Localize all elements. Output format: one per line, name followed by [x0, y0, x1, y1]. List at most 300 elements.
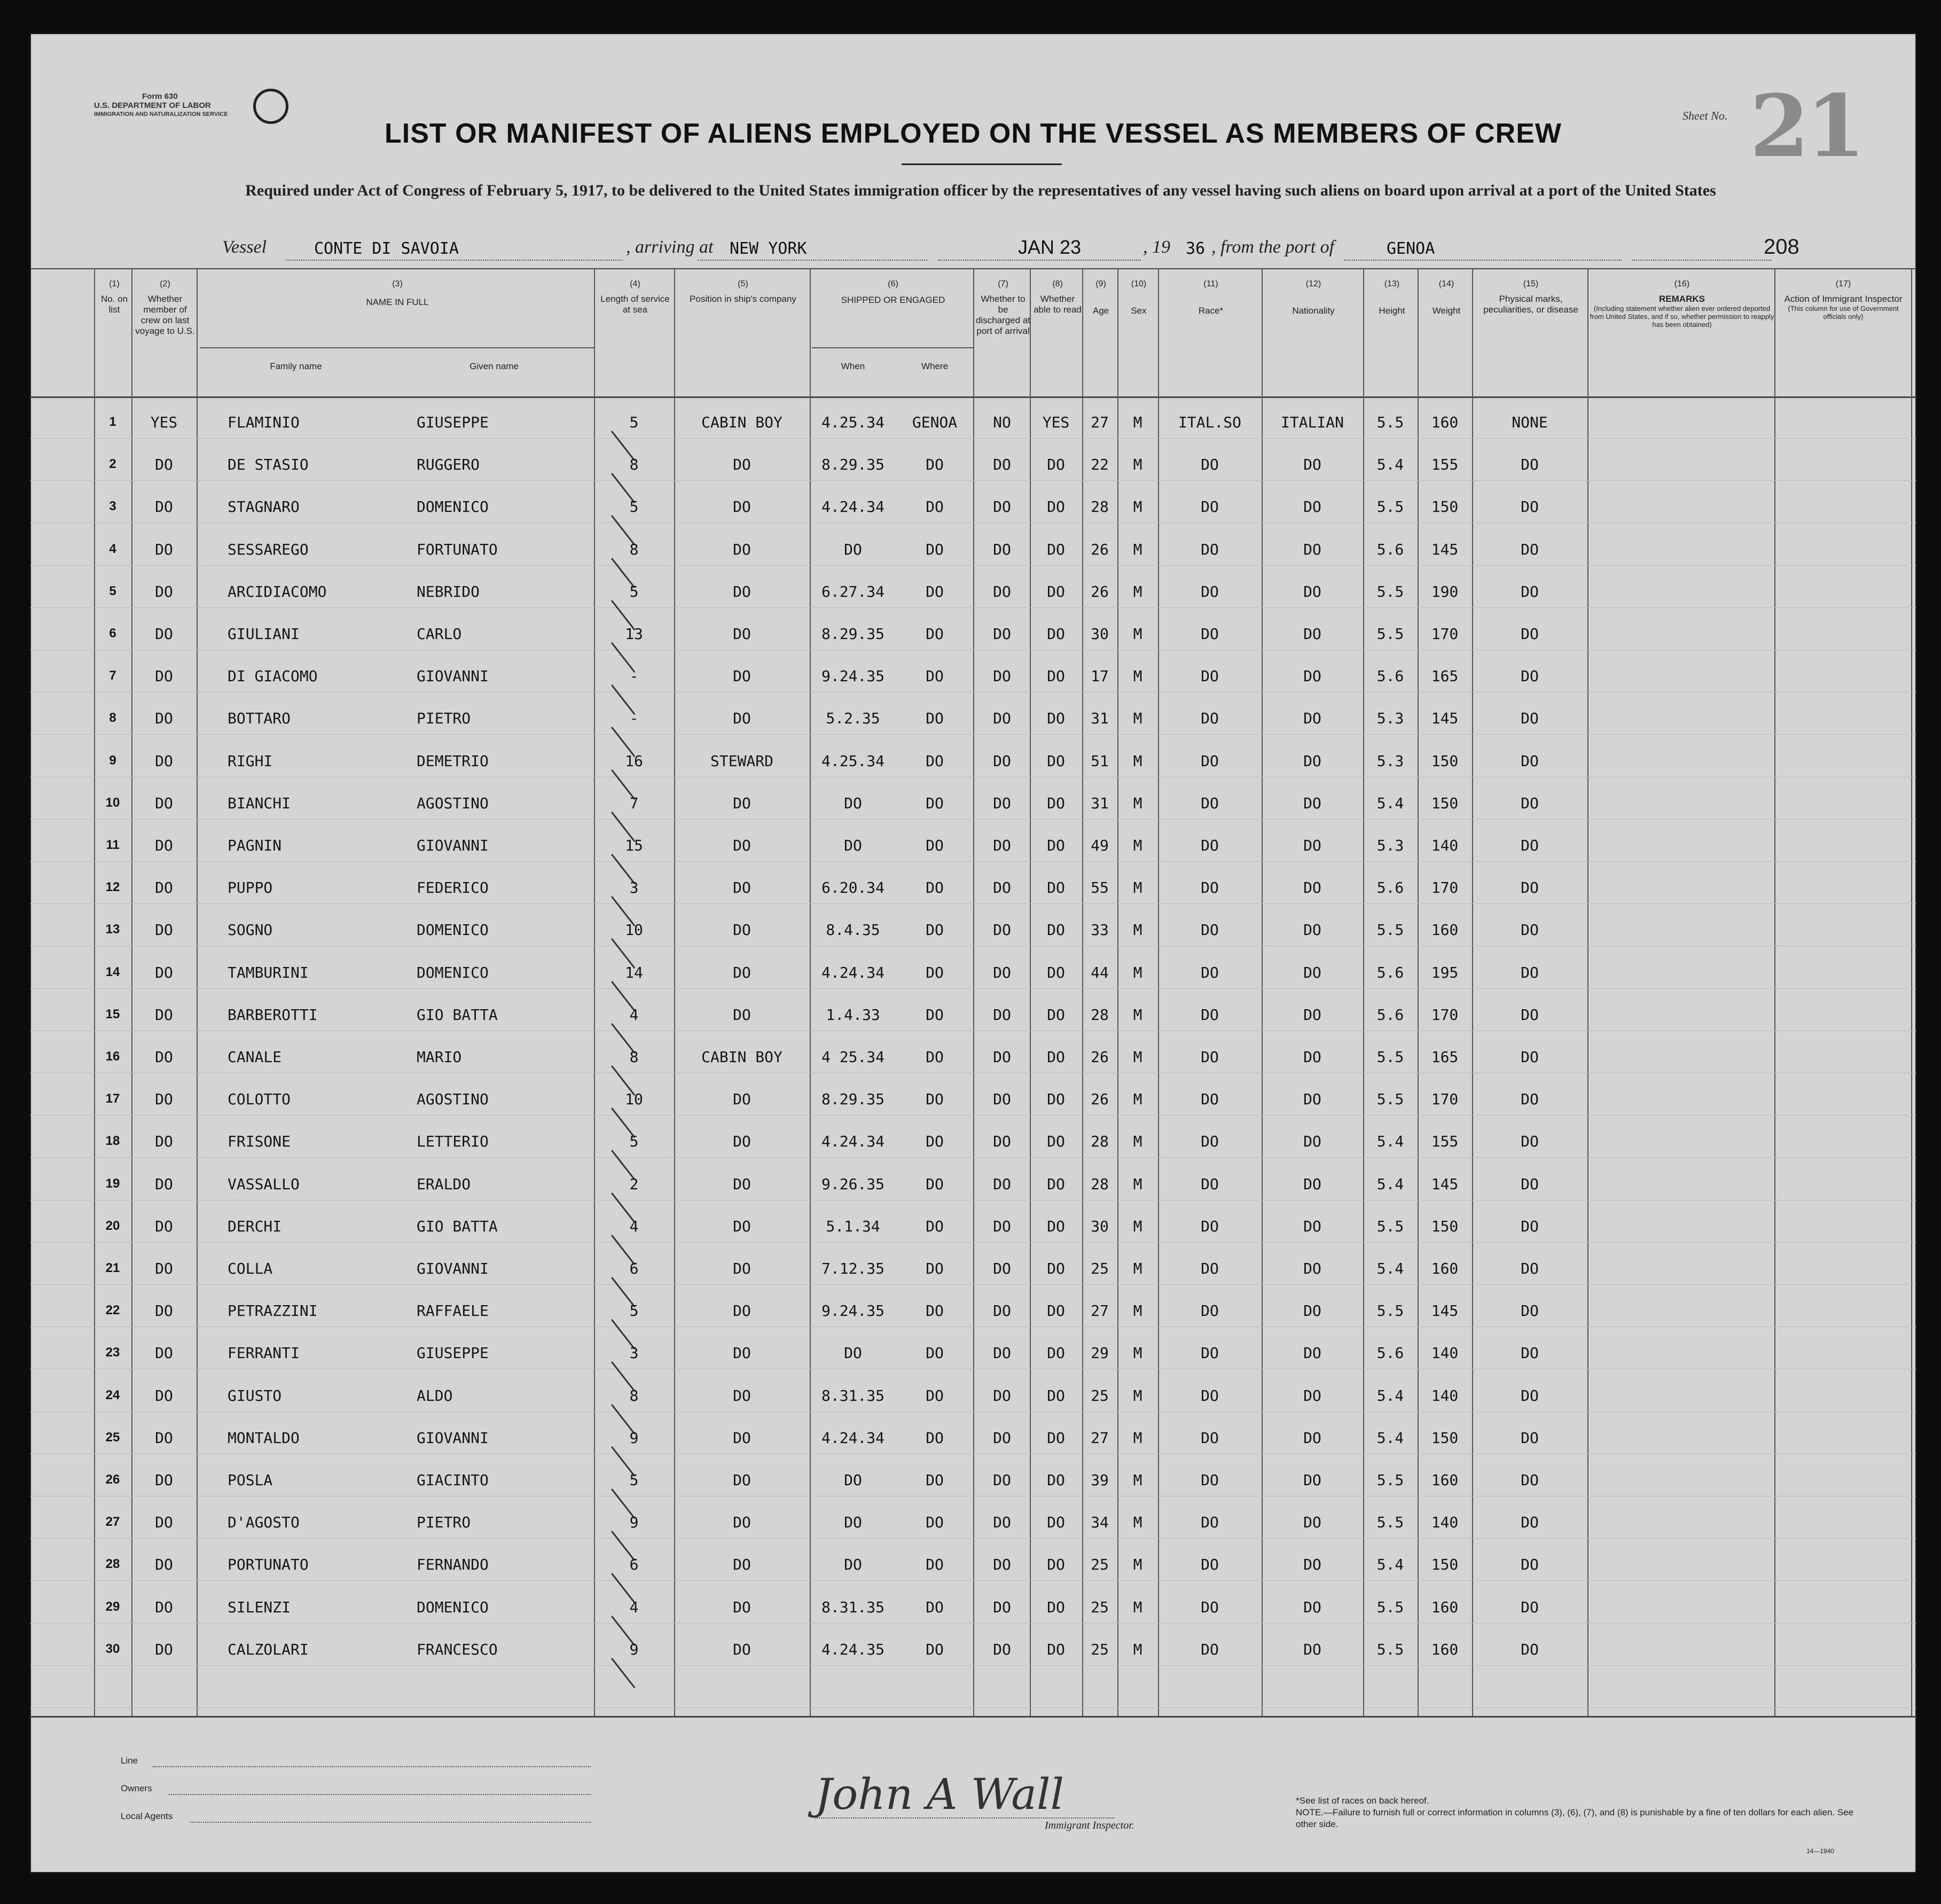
cell-col-3: STAGNARO [228, 498, 300, 516]
cell-col-13: DO [1201, 456, 1219, 473]
cell-col-13: DO [1201, 1556, 1219, 1573]
cell-col-8: DO [926, 794, 944, 812]
cell-col-9: DO [993, 625, 1011, 643]
col-header-weight [1421, 279, 1472, 316]
date-dots [938, 260, 1141, 261]
cell-col-2: DO [155, 1471, 173, 1489]
cell-col-11: 25 [1091, 1556, 1109, 1573]
cell-col-5: 9 [629, 1641, 639, 1658]
cell-col-3: CANALE [228, 1048, 282, 1066]
cell-col-2: DO [155, 583, 173, 600]
cell-col-8: DO [926, 1175, 944, 1193]
cell-col-12: M [1133, 1344, 1142, 1362]
cell-col-13: DO [1201, 964, 1219, 981]
cell-col-13: DO [1201, 837, 1219, 854]
cell-col-6: DO [733, 794, 751, 812]
cell-col-10: YES [1042, 413, 1070, 431]
col-label: Age [1092, 306, 1109, 316]
arrival-port: NEW YORK [730, 239, 807, 258]
cell-col-15: 5.3 [1376, 837, 1404, 854]
cell-col-2: DO [155, 1641, 173, 1658]
cell-col-6: DO [733, 964, 751, 981]
cell-col-2: DO [155, 964, 173, 981]
cell-col-11: 27 [1091, 1302, 1109, 1320]
cell-col-11: 28 [1091, 498, 1109, 516]
cell-col-10: DO [1047, 1048, 1065, 1066]
cell-col-1: 14 [105, 965, 120, 979]
cell-col-16: 150 [1431, 752, 1459, 770]
cell-col-1: 7 [109, 668, 116, 683]
cell-col-7: 8.31.35 [821, 1387, 885, 1404]
cell-col-13: DO [1201, 1641, 1219, 1658]
col-header-given [393, 361, 595, 372]
cell-col-1: 11 [106, 838, 120, 852]
cell-col-16: 170 [1431, 625, 1459, 643]
cell-col-12: M [1133, 1048, 1142, 1066]
cell-col-5: - [629, 709, 639, 727]
cell-col-12: M [1133, 752, 1142, 770]
cell-col-11: 26 [1091, 583, 1109, 600]
cell-col-9: DO [993, 1260, 1011, 1277]
cell-col-17: DO [1521, 1641, 1539, 1658]
cell-col-3: COLLA [228, 1260, 273, 1277]
cell-col-11: 25 [1091, 1387, 1109, 1404]
cell-col-10: DO [1047, 1006, 1065, 1024]
cell-col-12: M [1133, 794, 1142, 812]
column-rule [1472, 268, 1473, 1716]
cell-col-15: 5.5 [1376, 498, 1404, 516]
cell-col-4: GIO BATTA [417, 1218, 498, 1235]
cell-col-14: DO [1303, 1471, 1321, 1489]
cell-col-3: FLAMINIO [228, 413, 300, 431]
col-header-race [1160, 279, 1262, 316]
cell-col-8: DO [926, 1429, 944, 1447]
cell-col-8: DO [926, 1471, 944, 1489]
cell-col-3: PORTUNATO [228, 1556, 309, 1573]
manifest-sheet [30, 33, 1916, 1873]
cell-col-4: DOMENICO [417, 498, 489, 516]
cell-col-6: DO [733, 625, 751, 643]
cell-col-6: DO [733, 498, 751, 516]
cell-col-3: DE STASIO [228, 456, 309, 473]
col-label: Race* [1198, 306, 1224, 316]
cell-col-10: DO [1047, 921, 1065, 939]
cell-col-8: DO [926, 1133, 944, 1150]
cell-col-15: 5.5 [1376, 625, 1404, 643]
cell-col-12: M [1133, 1598, 1142, 1616]
col-number: (12) [1305, 279, 1321, 288]
cell-col-17: DO [1521, 1471, 1539, 1489]
cell-col-5: 4 [629, 1006, 639, 1024]
cell-col-4: FERNANDO [417, 1556, 489, 1573]
cell-col-7: 9.24.35 [821, 1302, 885, 1320]
row-rule [30, 1284, 1916, 1285]
cell-col-10: DO [1047, 625, 1065, 643]
col-label: Whether able to read [1034, 294, 1082, 315]
cell-col-12: M [1133, 541, 1142, 558]
cell-col-2: DO [155, 837, 173, 854]
cell-col-8: DO [926, 1048, 944, 1066]
form-number: Form 630 [142, 92, 178, 101]
cell-col-13: DO [1201, 498, 1219, 516]
cell-col-14: DO [1303, 1218, 1321, 1235]
cell-col-9: DO [993, 1218, 1011, 1235]
table-bottom-rule [30, 1716, 1916, 1718]
cell-col-9: DO [993, 921, 1011, 939]
cell-col-17: DO [1521, 794, 1539, 812]
cell-col-1: 30 [105, 1642, 120, 1656]
cell-col-1: 24 [105, 1388, 120, 1402]
cell-col-9: DO [993, 1048, 1011, 1066]
cell-col-2: DO [155, 1302, 173, 1320]
races-note: *See list of races on back hereof. [1296, 1796, 1429, 1806]
cell-col-2: DO [155, 1218, 173, 1235]
cell-col-7: 9.24.35 [821, 667, 885, 685]
row-rule [30, 861, 1916, 862]
row-rule [30, 1538, 1916, 1539]
cell-col-17: DO [1521, 1556, 1539, 1573]
cell-col-4: PIETRO [417, 709, 471, 727]
cell-col-12: M [1133, 583, 1142, 600]
cell-col-12: M [1133, 1006, 1142, 1024]
cell-col-2: DO [155, 1513, 173, 1531]
cell-col-6: DO [733, 667, 751, 685]
col-label: REMARKS [1659, 294, 1705, 304]
cell-col-13: DO [1201, 1302, 1219, 1320]
cell-col-12: M [1133, 1471, 1142, 1489]
cell-col-13: DO [1201, 1133, 1219, 1150]
service-name: IMMIGRATION AND NATURALIZATION SERVICE [94, 111, 228, 118]
column-rule [1158, 268, 1159, 1716]
cell-col-15: 5.6 [1376, 879, 1404, 896]
cell-col-11: 26 [1091, 1048, 1109, 1066]
column-rule [1082, 268, 1083, 1716]
cell-col-14: DO [1303, 498, 1321, 516]
cell-col-2: DO [155, 1429, 173, 1447]
cell-col-10: DO [1047, 1429, 1065, 1447]
year-prefix: , 19 [1143, 237, 1170, 257]
cell-col-5: 10 [625, 921, 643, 939]
col-number: (5) [738, 279, 748, 288]
cell-col-12: M [1133, 1133, 1142, 1150]
cell-col-4: DOMENICO [417, 964, 489, 981]
col-number: (6) [888, 279, 898, 288]
cell-col-10: DO [1047, 541, 1065, 558]
cell-col-13: DO [1201, 1218, 1219, 1235]
cell-col-6: DO [733, 1260, 751, 1277]
row-rule [30, 1411, 1916, 1412]
cell-col-2: DO [155, 1260, 173, 1277]
column-rule [1262, 268, 1263, 1716]
cell-col-16: 155 [1431, 1133, 1459, 1150]
cell-col-12: M [1133, 1175, 1142, 1193]
col-label: Length of service at sea [600, 294, 670, 315]
col-number: (8) [1052, 279, 1063, 288]
col-label: Position in ship's company [690, 294, 796, 304]
cell-col-14: DO [1303, 667, 1321, 685]
cell-col-17: DO [1521, 1387, 1539, 1404]
cell-col-3: FRISONE [228, 1133, 291, 1150]
col-label: Action of Immigrant Inspector [1784, 294, 1903, 304]
cell-col-17: DO [1521, 1048, 1539, 1066]
col-header-service [596, 279, 674, 315]
cell-col-5: 4 [629, 1598, 639, 1616]
cell-col-6: DO [733, 1387, 751, 1404]
row-rule [30, 1242, 1916, 1243]
cell-col-4: GIO BATTA [417, 1006, 498, 1024]
cell-col-12: M [1133, 709, 1142, 727]
cell-col-17: DO [1521, 541, 1539, 558]
column-rule [973, 268, 974, 1716]
cell-col-9: DO [993, 1471, 1011, 1489]
cell-col-15: 5.5 [1376, 413, 1404, 431]
cell-col-7: 4.24.34 [821, 1429, 885, 1447]
cell-col-9: DO [993, 964, 1011, 981]
column-rule [1117, 268, 1118, 1716]
cell-col-2: DO [155, 1133, 173, 1150]
cell-col-10: DO [1047, 879, 1065, 896]
cell-col-5: 6 [629, 1556, 639, 1573]
cell-col-9: DO [993, 879, 1011, 896]
cell-col-6: DO [733, 837, 751, 854]
cell-col-10: DO [1047, 1471, 1065, 1489]
cell-col-7: 4.25.34 [821, 752, 885, 770]
cell-col-1: 18 [105, 1134, 120, 1148]
cell-col-3: MONTALDO [228, 1429, 300, 1447]
row-rule [30, 1623, 1916, 1624]
cell-col-16: 160 [1431, 1260, 1459, 1277]
cell-col-6: DO [733, 1218, 751, 1235]
cell-col-11: 28 [1091, 1175, 1109, 1193]
document-subtitle: Required under Act of Congress of February 5, 1917, to be delivered to the United States immigration officer by the representatives of any vessel having such aliens on board upon arrival at a port of the United States [245, 182, 1716, 199]
line-dots [153, 1766, 591, 1767]
col-label: NAME IN FULL [366, 297, 429, 307]
cell-col-17: DO [1521, 1598, 1539, 1616]
cell-col-7: 6.20.34 [821, 879, 885, 896]
cell-col-11: 25 [1091, 1260, 1109, 1277]
cell-col-14: DO [1303, 921, 1321, 939]
cell-col-12: M [1133, 1513, 1142, 1531]
cell-col-13: DO [1201, 709, 1219, 727]
cell-col-4: GIOVANNI [417, 1429, 489, 1447]
cell-col-15: 5.4 [1376, 1133, 1404, 1150]
document-title: LIST OR MANIFEST OF ALIENS EMPLOYED ON THE VESSEL AS MEMBERS OF CREW [385, 118, 1562, 149]
cell-col-7: DO [844, 1556, 862, 1573]
cell-col-5: 8 [629, 541, 639, 558]
cell-col-10: DO [1047, 667, 1065, 685]
cell-col-7: 4.24.34 [821, 1133, 885, 1150]
cell-col-12: M [1133, 1302, 1142, 1320]
cell-col-2: DO [155, 709, 173, 727]
cell-col-8: DO [926, 1641, 944, 1658]
col-number: (9) [1095, 279, 1106, 288]
col-label: Whether to be discharged at port of arrival [975, 294, 1031, 336]
cell-col-7: 6.27.34 [821, 583, 885, 600]
cell-col-14: DO [1303, 1302, 1321, 1320]
cell-col-10: DO [1047, 1513, 1065, 1531]
vessel-label: Vessel [222, 237, 267, 257]
cell-col-4: DOMENICO [417, 921, 489, 939]
cell-col-8: GENOA [912, 413, 958, 431]
cell-col-3: POSLA [228, 1471, 273, 1489]
port-label: , from the port of [1211, 237, 1335, 257]
cell-col-6: DO [733, 1175, 751, 1193]
cell-col-2: DO [155, 752, 173, 770]
cell-col-15: 5.5 [1376, 1471, 1404, 1489]
cell-col-4: CARLO [417, 625, 462, 643]
cell-col-10: DO [1047, 837, 1065, 854]
cell-col-10: DO [1047, 1344, 1065, 1362]
cell-col-1: 3 [109, 499, 116, 513]
cell-col-6: DO [733, 1556, 751, 1573]
cell-col-1: 13 [105, 922, 120, 937]
cell-col-16: 145 [1431, 709, 1459, 727]
cell-col-10: DO [1047, 1090, 1065, 1108]
cell-col-9: DO [993, 498, 1011, 516]
cell-col-13: DO [1201, 879, 1219, 896]
cell-col-16: 145 [1431, 1302, 1459, 1320]
inspector-signature: John A Wall [815, 1769, 1065, 1819]
cell-col-10: DO [1047, 498, 1065, 516]
col-label: Physical marks, peculiarities, or disease [1483, 294, 1578, 315]
cell-col-12: M [1133, 498, 1142, 516]
cell-col-7: DO [844, 1471, 862, 1489]
cell-col-13: DO [1201, 1006, 1219, 1024]
cell-col-2: DO [155, 625, 173, 643]
row-rule [30, 1157, 1916, 1158]
cell-col-10: DO [1047, 1556, 1065, 1573]
col-number: (1) [109, 279, 120, 288]
cell-col-11: 33 [1091, 921, 1109, 939]
cell-col-11: 27 [1091, 1429, 1109, 1447]
cell-col-4: DEMETRIO [417, 752, 489, 770]
cell-col-10: DO [1047, 456, 1065, 473]
cell-col-17: DO [1521, 921, 1539, 939]
cell-col-12: M [1133, 456, 1142, 473]
column-rule [1030, 268, 1031, 1716]
cell-col-13: DO [1201, 667, 1219, 685]
cell-col-10: DO [1047, 709, 1065, 727]
cell-col-8: DO [926, 583, 944, 600]
cell-col-8: DO [926, 456, 944, 473]
col-header-nationality [1264, 279, 1363, 316]
cell-col-12: M [1133, 879, 1142, 896]
cell-col-3: BARBEROTTI [228, 1006, 318, 1024]
cell-col-10: DO [1047, 964, 1065, 981]
cell-col-3: PETRAZZINI [228, 1302, 318, 1320]
form-identifier [94, 92, 228, 119]
cell-col-7: 4.24.34 [821, 964, 885, 981]
cell-col-14: DO [1303, 1090, 1321, 1108]
cell-col-5: 16 [625, 752, 643, 770]
cell-col-11: 49 [1091, 837, 1109, 854]
cell-col-14: DO [1303, 1048, 1321, 1066]
cell-col-15: 5.6 [1376, 964, 1404, 981]
cell-col-9: DO [993, 1387, 1011, 1404]
cell-col-15: 5.6 [1376, 1344, 1404, 1362]
cell-col-16: 170 [1431, 879, 1459, 896]
owners-label: Owners [121, 1783, 152, 1793]
cell-col-5: - [629, 667, 639, 685]
agents-dots [190, 1822, 591, 1823]
cell-col-8: DO [926, 1218, 944, 1235]
cell-col-16: 160 [1431, 1471, 1459, 1489]
cell-col-4: AGOSTINO [417, 794, 489, 812]
sheet-label: Sheet No. [1682, 109, 1728, 122]
cell-col-4: NEBRIDO [417, 583, 480, 600]
cell-col-9: DO [993, 1344, 1011, 1362]
cell-col-6: DO [733, 1429, 751, 1447]
cell-col-13: DO [1201, 1344, 1219, 1362]
cell-col-15: 5.5 [1376, 921, 1404, 939]
cell-col-2: DO [155, 1175, 173, 1193]
cell-col-12: M [1133, 625, 1142, 643]
cell-col-3: BOTTARO [228, 709, 291, 727]
cell-col-15: 5.5 [1376, 1090, 1404, 1108]
row-rule [30, 1326, 1916, 1327]
cell-col-15: 5.5 [1376, 1513, 1404, 1531]
cell-col-13: DO [1201, 1048, 1219, 1066]
cell-col-2: DO [155, 1598, 173, 1616]
cell-col-10: DO [1047, 583, 1065, 600]
cell-col-3: CALZOLARI [228, 1641, 309, 1658]
col-number: (7) [998, 279, 1008, 288]
cell-col-14: DO [1303, 752, 1321, 770]
cell-col-6: DO [733, 583, 751, 600]
owners-dots [169, 1794, 591, 1795]
row-rule [30, 607, 1916, 608]
vessel-name: CONTE DI SAVOIA [314, 239, 459, 258]
cell-col-1: 28 [105, 1557, 120, 1571]
cell-col-2: YES [150, 413, 178, 431]
row-rule [30, 480, 1916, 481]
cell-col-2: DO [155, 1387, 173, 1404]
cell-col-1: 1 [109, 415, 116, 429]
col-sublabel: Where [921, 361, 949, 371]
cell-col-9: DO [993, 456, 1011, 473]
col-header-no [97, 279, 131, 315]
cell-col-14: DO [1303, 541, 1321, 558]
cell-col-17: DO [1521, 1344, 1539, 1362]
cell-col-6: DO [733, 1513, 751, 1531]
cell-col-13: DO [1201, 1429, 1219, 1447]
cell-col-17: DO [1521, 1513, 1539, 1531]
col-header-height [1365, 279, 1419, 316]
row-rule [30, 1707, 1916, 1708]
cell-col-12: M [1133, 1218, 1142, 1235]
cell-col-17: DO [1521, 583, 1539, 600]
shipped-sub-rule [812, 347, 974, 348]
cell-col-11: 30 [1091, 625, 1109, 643]
cell-col-7: 8.29.35 [821, 1090, 885, 1108]
cell-col-9: DO [993, 794, 1011, 812]
cell-col-9: DO [993, 709, 1011, 727]
row-rule [30, 438, 1916, 439]
cell-col-10: DO [1047, 1641, 1065, 1658]
column-rule [197, 268, 198, 1716]
cell-col-6: DO [733, 1471, 751, 1489]
cell-col-9: DO [993, 1598, 1011, 1616]
cell-col-11: 44 [1091, 964, 1109, 981]
cell-col-11: 39 [1091, 1471, 1109, 1489]
cell-col-11: 34 [1091, 1513, 1109, 1531]
cell-col-17: DO [1521, 1218, 1539, 1235]
cell-col-9: DO [993, 1429, 1011, 1447]
cell-col-10: DO [1047, 1598, 1065, 1616]
cell-col-7: DO [844, 1513, 862, 1531]
title-rule [902, 163, 1062, 165]
cell-col-3: RIGHI [228, 752, 273, 770]
